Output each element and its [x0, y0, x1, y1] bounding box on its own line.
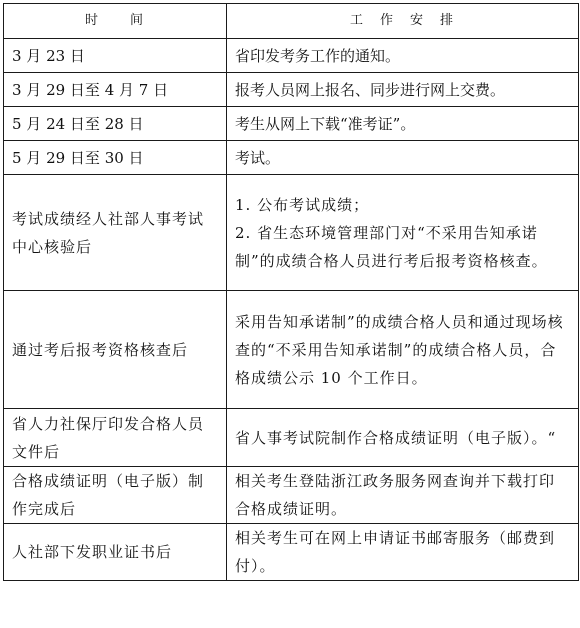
table-row [4, 524, 579, 581]
time-cell: 5 月 24 日至 28 日 [4, 107, 227, 141]
time-cell: 5 月 29 日至 30 日 [4, 141, 227, 175]
arrangement-cell: 报考人员网上报名、同步进行网上交费。 [227, 73, 579, 107]
table-row [4, 175, 579, 291]
table-row [4, 107, 579, 141]
table-row [4, 141, 579, 175]
time-cell: 3 月 23 日 [4, 39, 227, 73]
table-row [4, 39, 579, 73]
header-arrangement: 工 作 安 排 [227, 4, 579, 39]
table-row [4, 291, 579, 409]
time-cell: 省人力社保厅印发合格人员文件后 [4, 409, 227, 467]
time-cell: 考试成绩经人社部人事考试中心核验后 [4, 175, 227, 291]
table-row [4, 73, 579, 107]
arrangement-cell: 考生从网上下载“准考证”。 [227, 107, 579, 141]
arrangement-cell [227, 175, 579, 291]
time-cell: 合格成绩证明（电子版）制作完成后 [4, 467, 227, 524]
time-cell: 通过考后报考资格核查后 [4, 291, 227, 409]
time-cell: 3 月 29 日至 4 月 7 日 [4, 73, 227, 107]
arrangement-cell: 省印发考务工作的通知。 [227, 39, 579, 73]
table-row [4, 409, 579, 467]
arrangement-cell: 省人事考试院制作合格成绩证明（电子版）。“ [227, 409, 579, 467]
exam-schedule-table [3, 3, 579, 581]
table-header-row [4, 4, 579, 39]
table-row [4, 467, 579, 524]
arrangement-cell: 相关考生登陆浙江政务服务网查询并下载打印合格成绩证明。 [227, 467, 579, 524]
time-cell: 人社部下发职业证书后 [4, 524, 227, 581]
arrangement-cell: 考试。 [227, 141, 579, 175]
arrangement-line: 2. 省生态环境管理部门对“不采用告知承诺制”的成绩合格人员进行考后报考资格核查。 [235, 223, 548, 270]
header-time: 时 间 [4, 4, 227, 39]
arrangement-cell: 采用告知承诺制”的成绩合格人员和通过现场核查的“不采用告知承诺制”的成绩合格人员，合格成绩公示 10 个工作日。 [227, 291, 579, 409]
arrangement-cell: 相关考生可在网上申请证书邮寄服务（邮费到付）。 [227, 524, 579, 581]
arrangement-line: 1. 公布考试成绩； [235, 195, 370, 214]
